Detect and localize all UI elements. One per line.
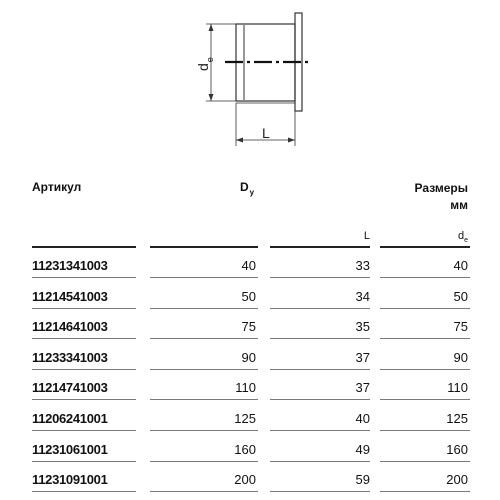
header-sizes-unit: мм	[450, 198, 468, 212]
row-divider	[270, 277, 370, 278]
L-arrow-right	[288, 138, 295, 143]
row-divider	[270, 399, 370, 400]
row-divider	[380, 399, 470, 400]
row-divider	[150, 369, 258, 370]
row-divider	[270, 491, 370, 492]
row-L: 37	[355, 350, 370, 365]
row-L: 34	[355, 289, 370, 304]
row-de: 110	[447, 380, 468, 395]
row-divider	[270, 308, 370, 309]
header-rule-de	[380, 246, 470, 248]
row-divider	[150, 491, 258, 492]
row-divider	[270, 369, 370, 370]
row-article: 11214641003	[32, 319, 108, 334]
row-divider	[150, 399, 258, 400]
row-dy: 200	[234, 472, 256, 487]
header-col-L: L	[363, 230, 370, 242]
row-dy: 110	[235, 380, 256, 395]
row-article: 11214741003	[32, 380, 108, 395]
row-divider	[32, 430, 136, 431]
row-divider	[32, 399, 136, 400]
row-article: 11233341003	[32, 350, 108, 365]
row-divider	[380, 338, 470, 339]
de-arrow-bottom	[209, 94, 214, 101]
row-dy: 75	[241, 319, 256, 334]
row-divider	[380, 430, 470, 431]
row-dy: 125	[234, 411, 256, 426]
header-sizes-title: Размеры	[414, 181, 468, 195]
header-sizes	[380, 180, 468, 214]
row-divider	[32, 338, 136, 339]
row-L: 35	[355, 319, 370, 334]
header-rule-L	[270, 246, 370, 248]
row-article: 11206241001	[32, 411, 108, 426]
header-article: Артикул	[32, 180, 82, 194]
de-arrow-top	[209, 24, 214, 31]
row-article: 11214541003	[32, 289, 108, 304]
row-de: 200	[446, 472, 468, 487]
row-de: 50	[453, 289, 468, 304]
row-de: 160	[446, 442, 468, 457]
de-label: $d_e$	[195, 57, 215, 71]
row-divider	[150, 430, 258, 431]
row-divider	[380, 277, 470, 278]
row-divider	[150, 308, 258, 309]
row-dy: 50	[241, 289, 256, 304]
row-dy: 90	[241, 350, 256, 365]
row-divider	[150, 461, 258, 462]
row-divider	[32, 308, 136, 309]
row-dy: 40	[241, 258, 256, 273]
row-de: 90	[453, 350, 468, 365]
row-L: 59	[355, 472, 370, 487]
row-de: 75	[453, 319, 468, 334]
header-rule-article	[32, 246, 136, 248]
header-dy	[240, 180, 255, 197]
L-arrow-left	[236, 138, 243, 143]
header-dy-sub: y	[249, 188, 255, 197]
row-article: 11231061001	[32, 442, 108, 457]
header-rule-dy	[150, 246, 258, 248]
row-divider	[32, 277, 136, 278]
row-divider	[150, 338, 258, 339]
row-divider	[32, 461, 136, 462]
row-article: 11231091001	[32, 472, 108, 487]
header-col-de	[380, 230, 468, 242]
header-col-de-sub: e	[464, 237, 468, 244]
row-divider	[380, 491, 470, 492]
row-L: 37	[355, 380, 370, 395]
row-de: 125	[446, 411, 468, 426]
row-dy: 160	[234, 442, 256, 457]
row-divider	[270, 461, 370, 462]
row-divider	[380, 308, 470, 309]
row-divider	[32, 369, 136, 370]
row-divider	[32, 491, 136, 492]
header-col-de-main: d	[457, 230, 465, 242]
row-de: 40	[453, 258, 468, 273]
row-L: 33	[355, 258, 370, 273]
header-dy-main: D	[240, 180, 249, 194]
row-article: 11231341003	[32, 258, 108, 273]
row-L: 49	[355, 442, 370, 457]
row-divider	[270, 430, 370, 431]
row-divider	[380, 369, 470, 370]
row-divider	[270, 338, 370, 339]
row-divider	[380, 461, 470, 462]
fitting-technical-drawing	[0, 0, 500, 160]
row-L: 40	[355, 411, 370, 426]
row-divider	[150, 277, 258, 278]
L-label: L	[262, 125, 270, 141]
